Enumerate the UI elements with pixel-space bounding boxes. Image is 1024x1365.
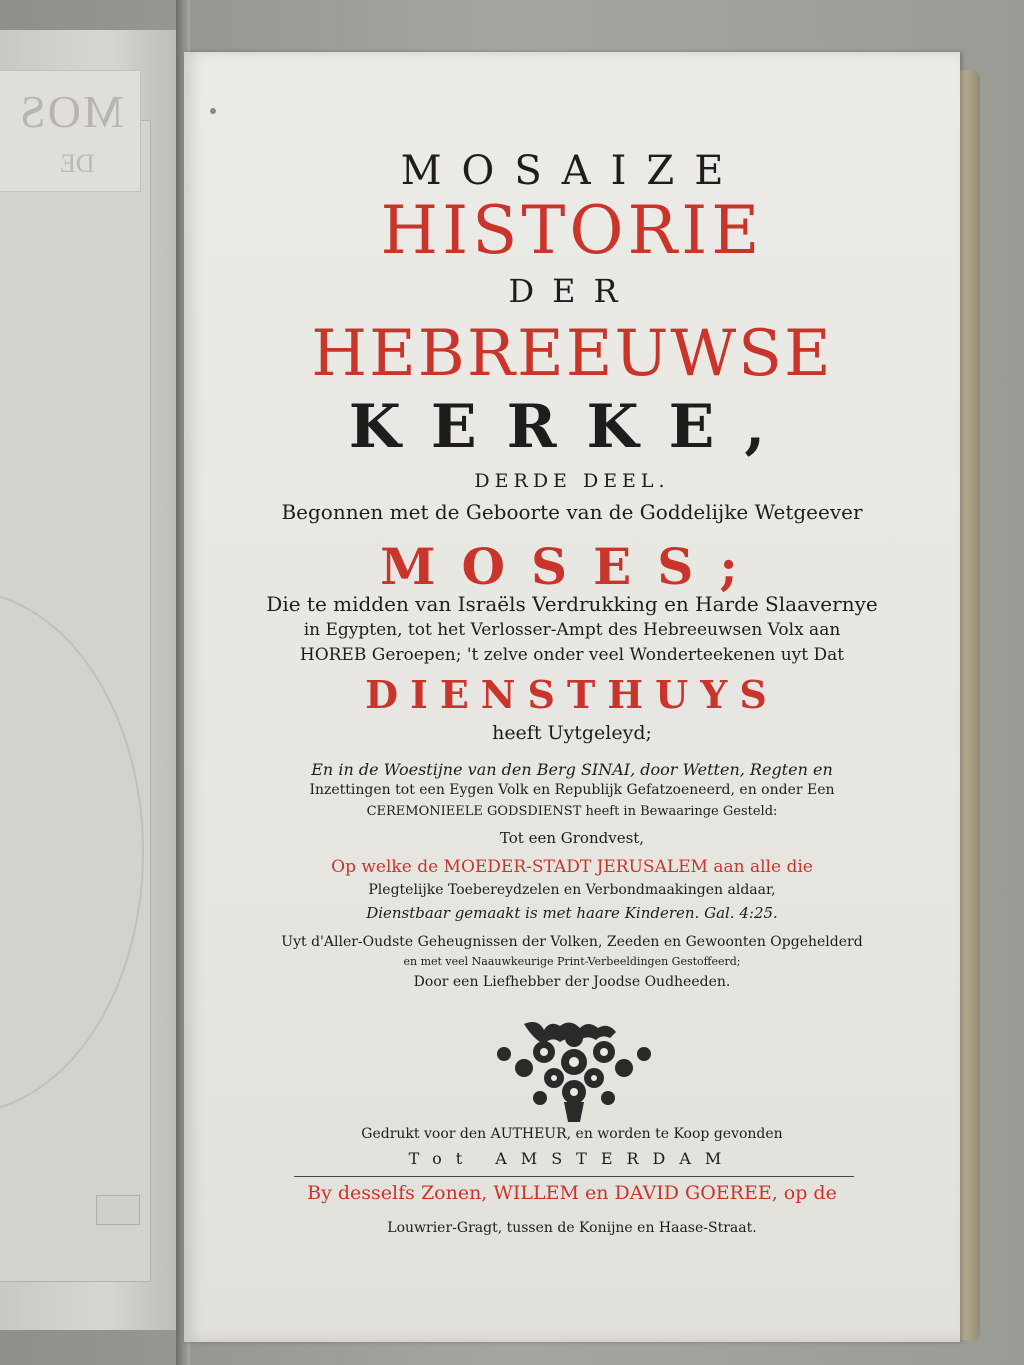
line-en-met: en met veel Naauwkeurige Print-Verbeeldingen Gestoffeerd; (403, 955, 741, 968)
line-begonnen: Begonnen met de Geboorte van de Goddelijke Wetgeever (281, 500, 863, 524)
line-ceremonieele: CEREMONIEELE GODSDIENST heeft in Bewaaringe Gesteld: (366, 804, 778, 819)
line-heeft: heeft Uytgeleyd; (492, 722, 652, 744)
pinhole-mark (210, 108, 216, 114)
line-hebreeuwse: HEBREEUWSE (311, 317, 833, 391)
line-en-in-de: En in de Woestijne van den Berg SINAI, door Wetten, Regten en (311, 760, 833, 779)
line-door: Door een Liefhebber der Joodse Oudheeden. (413, 974, 731, 990)
line-derde-deel: DERDE DEEL. (474, 470, 670, 492)
facing-page-label (0, 70, 141, 192)
line-diensthuys: DIENSTHUYS (365, 672, 779, 717)
facing-ghost-text: MOS (18, 86, 124, 137)
line-mosaize: MOSAIZE (400, 148, 744, 194)
line-gedrukt: Gedrukt voor den AUTHEUR, en worden te Koop gevonden (361, 1126, 783, 1142)
line-kerke: KERKE, (348, 392, 796, 462)
facing-ghost-text-2: DE (60, 149, 95, 178)
line-der: DER (508, 272, 636, 310)
line-louwrier: Louwrier-Gragt, tussen de Konijne en Haase-Straat. (387, 1220, 757, 1236)
line-inzettingen: Inzettingen tot een Eygen Volk en Republijk Gefatzoeneerd, en onder Een (309, 782, 835, 798)
line-tot-amsterdam: Tot AMSTERDAM (408, 1149, 736, 1168)
printer-ornament-icon (484, 1018, 664, 1126)
line-uyt: Uyt d'Aller-Oudste Geheugnissen der Volken, Zeeden en Gewoonten Opgehelderd (281, 934, 863, 950)
line-moses: MOSES; (380, 537, 764, 596)
line-in-egypten: in Egypten, tot het Verlosser-Ampt des Hebreeuwsen Volx aan (303, 620, 841, 640)
line-horeb: HOREB Geroepen; 't zelve onder veel Wonderteekenen uyt Dat (299, 645, 845, 665)
line-dienstbaar: Dienstbaar gemaakt is met haare Kinderen. Gal. 4:25. (366, 904, 778, 922)
line-historie: HISTORIE (380, 192, 764, 269)
imprint-rule (294, 1176, 854, 1177)
line-op-welke: Op welke de MOEDER-STADT JERUSALEM aan alle die (331, 857, 813, 877)
line-by-dessels: By desselfs Zonen, WILLEM en DAVID GOEREE, op de (307, 1182, 837, 1204)
line-die-te-midden: Die te midden van Israëls Verdrukking en Harde Slaavernye (266, 592, 878, 616)
line-tot-een-grondvest: Tot een Grondvest, (499, 829, 645, 847)
title-page (184, 52, 960, 1342)
line-plegtelijke: Plegtelijke Toebereydzelen en Verbondmaakingen aldaar, (368, 882, 776, 898)
facing-stamp (96, 1195, 140, 1225)
facing-page (0, 30, 179, 1330)
